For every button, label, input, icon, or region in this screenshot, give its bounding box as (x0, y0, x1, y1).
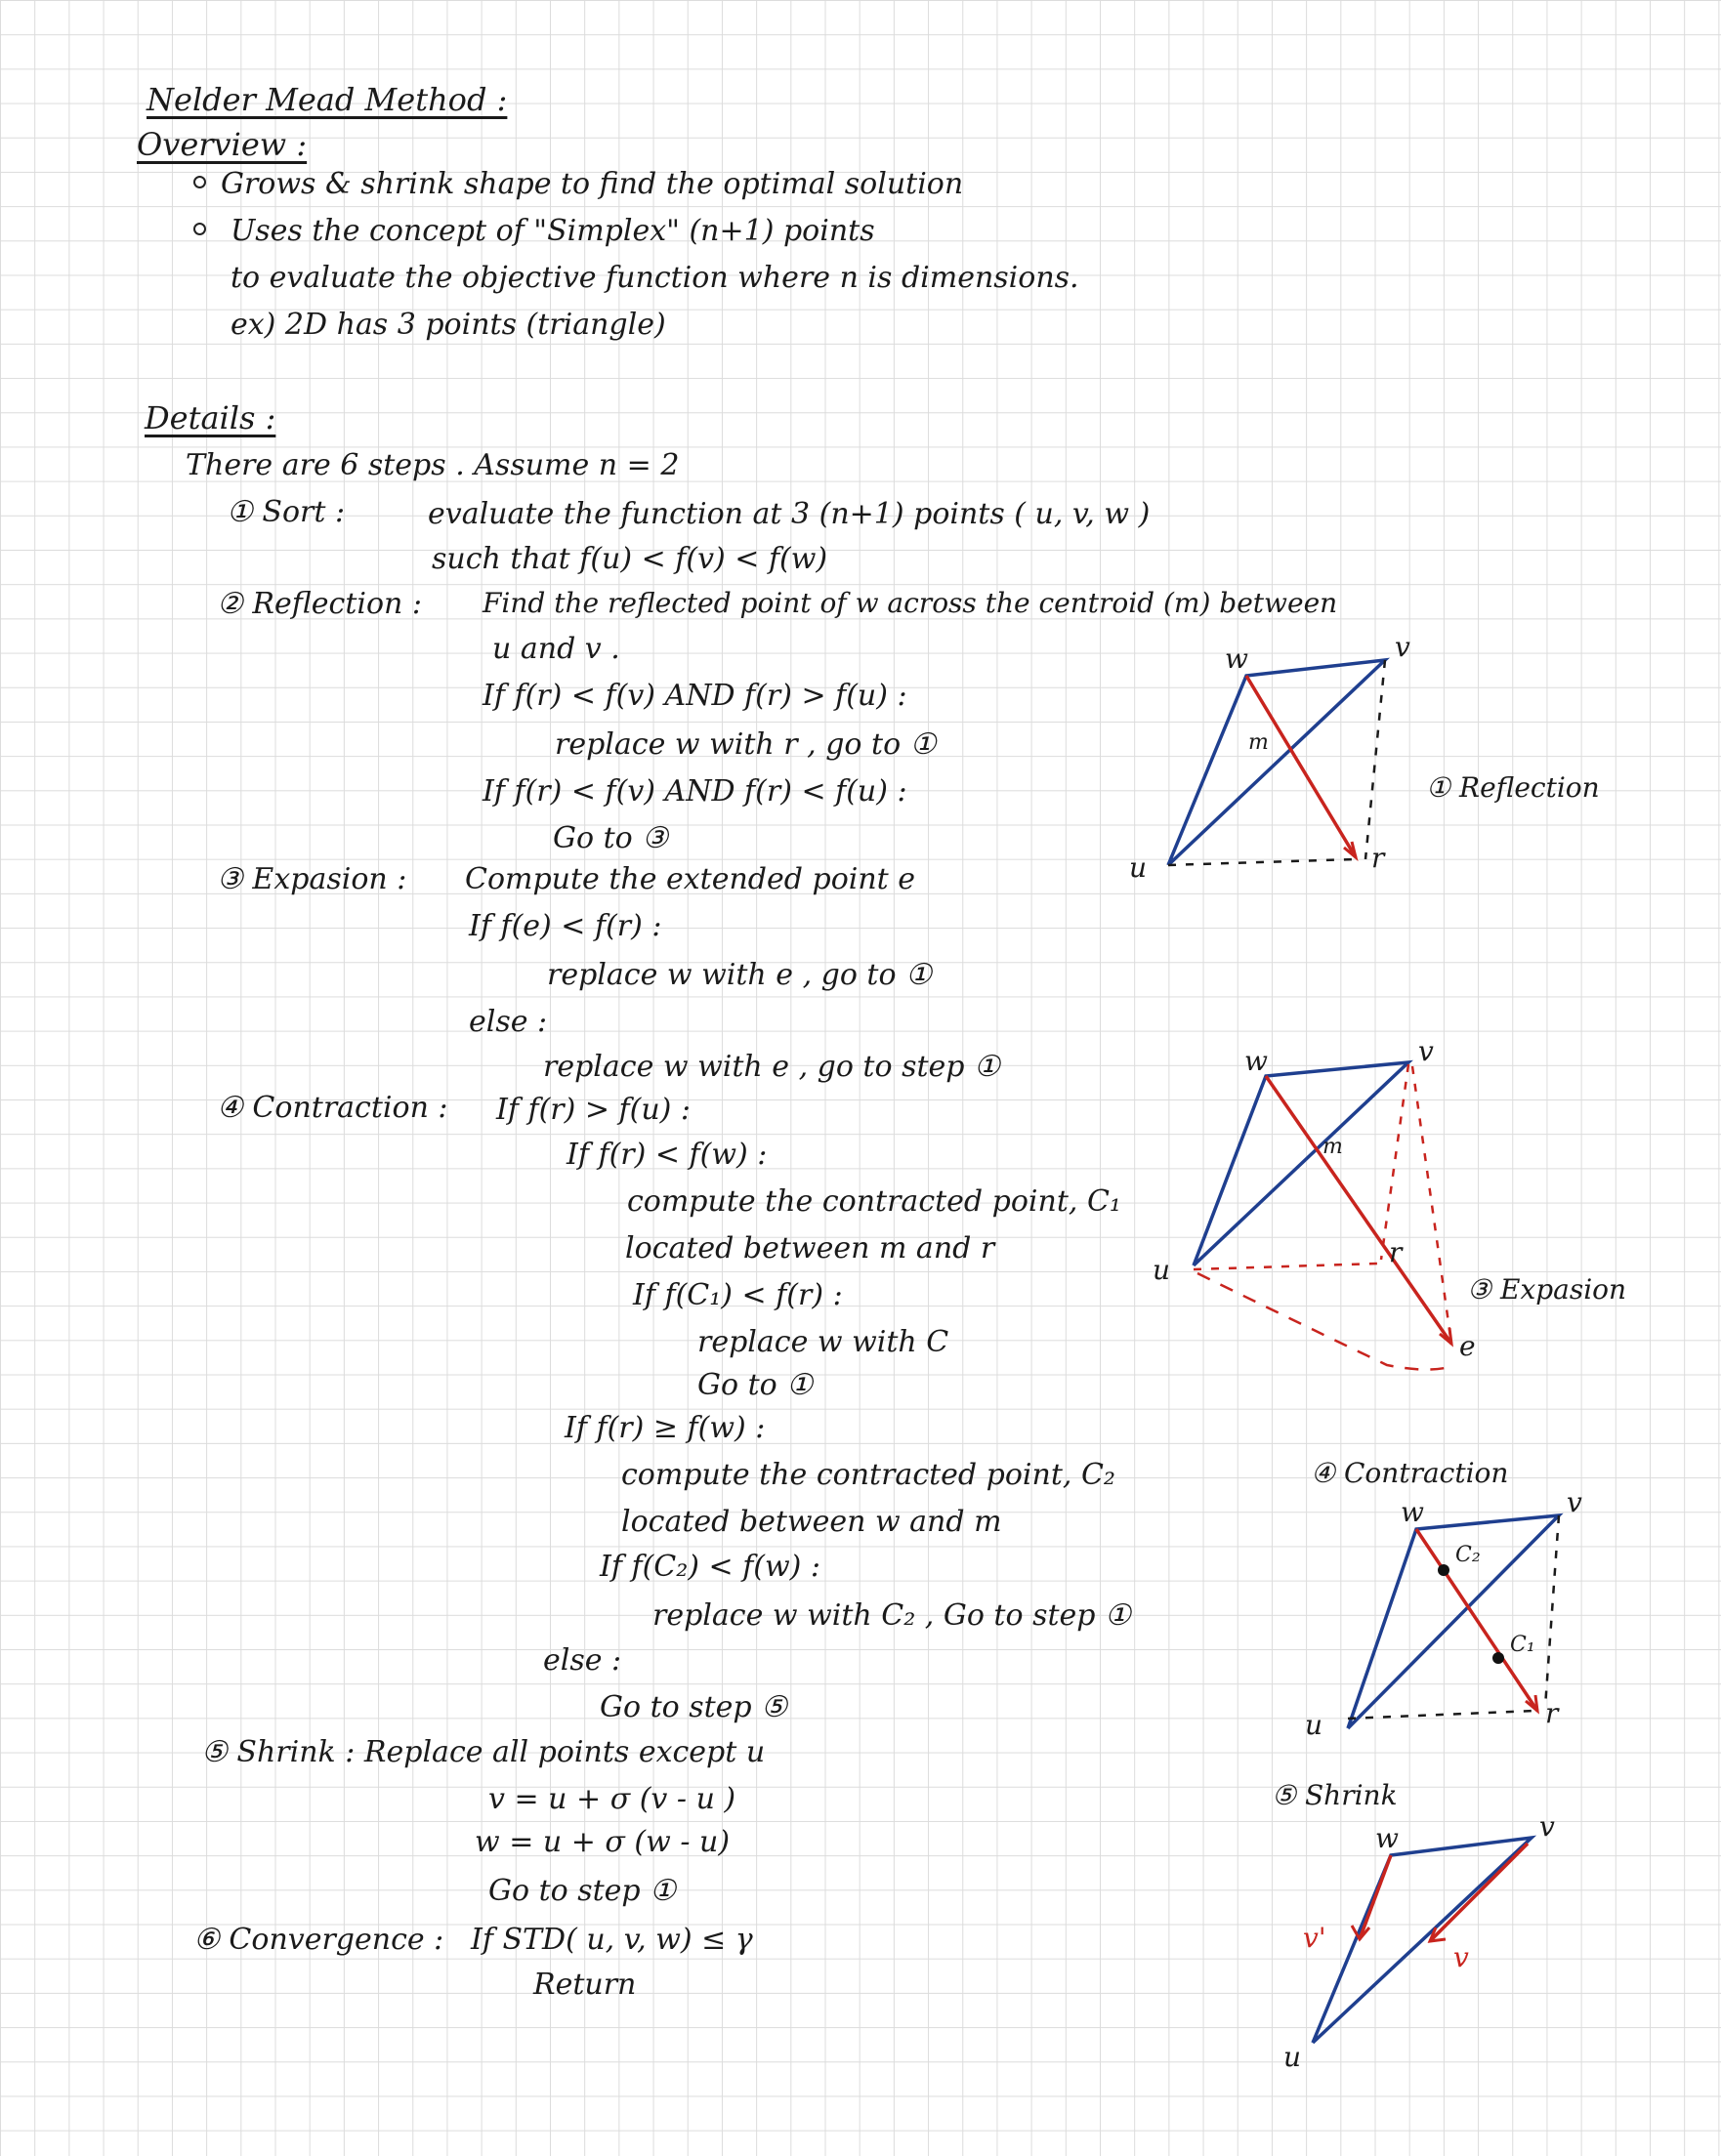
label-u: u (1283, 2041, 1302, 2073)
overview-bullet: Grows & shrink shape to find the optimal solution (221, 167, 964, 201)
label-c1: C₁ (1510, 1633, 1535, 1657)
text-line: Return (533, 1968, 637, 2002)
text-line: replace w with e , go to step ① (543, 1050, 1000, 1084)
shrink-diagram (1313, 1838, 1532, 2043)
label-w: w (1375, 1822, 1399, 1854)
label-v: v (1395, 631, 1410, 663)
text-line: compute the contracted point, C₂ (621, 1458, 1115, 1492)
step-convergence-heading: ⑥ Convergence : (193, 1923, 444, 1957)
reflection-dashed-vr (1365, 660, 1385, 859)
details-heading: Details : (145, 399, 276, 436)
text-line: compute the contracted point, C₁ (627, 1184, 1121, 1219)
label-w: w (1244, 1045, 1268, 1077)
text-line: Go to ③ (553, 821, 669, 855)
label-u: u (1129, 851, 1148, 884)
label-w: w (1225, 643, 1248, 675)
overview-heading: Overview : (137, 126, 308, 163)
label-w: w (1401, 1496, 1424, 1528)
text-line: Compute the extended point e (465, 862, 916, 896)
text-line: else : (469, 1005, 548, 1039)
text-line: If f(r) ≥ f(w) : (565, 1411, 766, 1445)
label-r: r (1371, 842, 1385, 874)
contraction-dashed-ur (1348, 1711, 1535, 1719)
reflection-caption: ① Reflection (1426, 771, 1600, 804)
text-line: If f(C₁) < f(r) : (633, 1278, 843, 1312)
step-sort-heading: ① Sort : (227, 495, 346, 529)
text-line: u and v . (492, 632, 620, 666)
label-v: v (1567, 1486, 1582, 1518)
label-v-prime: v' (1303, 1922, 1326, 1954)
overview-line: to evaluate the objective function where n is dimensions. (231, 261, 1079, 295)
shrink-caption: ⑤ Shrink (1272, 1779, 1398, 1811)
reflection-dashed-ur (1168, 859, 1354, 865)
contraction-dashed-vr (1545, 1515, 1559, 1707)
expansion-caption: ③ Expasion (1467, 1273, 1627, 1306)
shrink-simplex (1313, 1838, 1532, 2043)
text-line: w = u + σ (w - u) (475, 1825, 731, 1859)
text-line: evaluate the function at 3 (n+1) points ( u, v, w ) (428, 497, 1151, 531)
text-line: v = u + σ (v - u ) (488, 1782, 736, 1816)
expansion-diagram (1194, 1062, 1451, 1370)
c1-point (1492, 1652, 1504, 1664)
label-e: e (1459, 1330, 1476, 1362)
text-line: located between m and r (625, 1231, 995, 1265)
page-title: Nelder Mead Method : (147, 81, 508, 118)
expansion-dashed-ve (1412, 1066, 1451, 1344)
text-line: If f(r) > f(u) : (496, 1093, 692, 1127)
text-line: replace w with C₂ , Go to step ① (652, 1598, 1131, 1633)
step-reflection-heading: ② Reflection : (217, 587, 423, 621)
text-line: If STD( u, v, w) ≤ γ (471, 1923, 753, 1957)
contraction-caption: ④ Contraction (1311, 1457, 1509, 1489)
expansion-dashed-ur (1194, 1264, 1377, 1269)
details-intro: There are 6 steps . Assume n = 2 (186, 448, 680, 482)
overview-line: ex) 2D has 3 points (triangle) (231, 308, 666, 342)
expansion-dashed-vr (1381, 1064, 1408, 1260)
text-line: else : (543, 1643, 622, 1678)
text-line: If f(C₂) < f(w) : (600, 1550, 821, 1584)
text-line: located between w and m (621, 1505, 1002, 1539)
label-u: u (1153, 1254, 1171, 1286)
text-line: Find the reflected point of w across the centroid (m) between (483, 587, 1338, 619)
text-line: Go to ① (697, 1368, 814, 1402)
step-contraction-heading: ④ Contraction : (217, 1091, 448, 1125)
text-line: such that f(u) < f(v) < f(w) (432, 542, 828, 576)
label-v-shrunk: v (1453, 1941, 1469, 1973)
shrink-ray-w (1360, 1855, 1391, 1939)
label-v: v (1418, 1035, 1434, 1067)
text-line: Go to step ⑤ (600, 1690, 788, 1724)
step-shrink-heading: ⑤ Shrink : Replace all points except u (201, 1735, 766, 1769)
text-line: replace w with r , go to ① (555, 727, 937, 762)
label-m: m (1322, 1135, 1343, 1159)
text-line: replace w with e , go to ① (547, 958, 932, 992)
label-r: r (1545, 1697, 1559, 1729)
label-m: m (1248, 730, 1269, 755)
text-line: If f(e) < f(r) : (469, 909, 662, 943)
text-line: If f(r) < f(v) AND f(r) > f(u) : (483, 679, 907, 713)
text-line: If f(r) < f(w) : (567, 1138, 768, 1172)
text-line: Go to step ① (488, 1874, 677, 1908)
label-r: r (1389, 1236, 1403, 1268)
reflection-simplex (1168, 660, 1385, 865)
contraction-diagram (1348, 1515, 1559, 1728)
reflection-diagram (1168, 660, 1385, 865)
shrink-ray-v (1430, 1844, 1528, 1941)
label-v: v (1539, 1810, 1555, 1843)
label-u: u (1305, 1709, 1323, 1741)
expansion-ray (1266, 1076, 1451, 1344)
c2-point (1438, 1564, 1449, 1576)
label-c2: C₂ (1455, 1543, 1481, 1567)
text-line: replace w with C (697, 1325, 949, 1359)
text-line: If f(r) < f(v) AND f(r) < f(u) : (483, 774, 907, 808)
overview-bullet: Uses the concept of "Simplex" (n+1) points (231, 214, 875, 248)
step-expansion-heading: ③ Expasion : (217, 862, 407, 896)
